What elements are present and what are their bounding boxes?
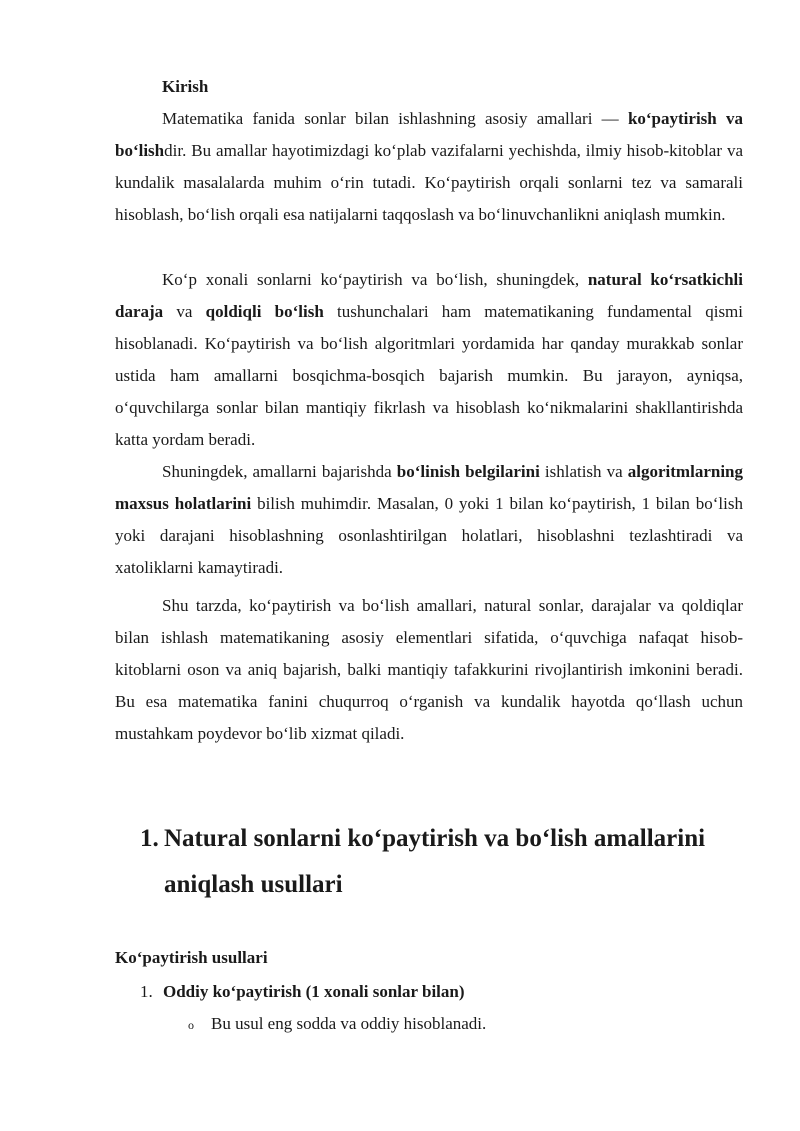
p1-text-2: dir. Bu amallar hayotimizdagi ko‘plab vazifalarni yechishda, ilmiy hisob-kitoblar va kundalik masalalarda muhim o‘rin tutadi. Ko‘paytirish orqali sonlarni tez va samarali hisoblash, bo‘lish orqali esa natijalarni taqqoslash va bo‘linuvchanlikni aniqlash mumkin. (115, 141, 743, 224)
p2-bold-1: natural ko‘rsatkichli daraja (115, 270, 743, 321)
intro-heading: Kirish (162, 77, 209, 96)
list-label: Oddiy ko‘paytirish (1 xonali sonlar bilan) (163, 982, 465, 1001)
section-title (140, 816, 760, 908)
p3-text-2: ishlatish va (539, 462, 628, 481)
intro-paragraph-2 (115, 264, 743, 456)
p3-text-1: Shuningdek, amallarni bajarishda (162, 462, 397, 481)
p3-text-3: bilish muhimdir. Masalan, 0 yoki 1 bilan ko‘paytirish, 1 bilan bo‘lish yoki darajani hisoblashning osonlashtirilgan holatlari, hisoblashni tezlashtiradi va xatoliklarni kamaytiradi. (115, 494, 743, 577)
section-title-text: Natural sonlarni ko‘paytirish va bo‘lish amallarini aniqlash usullari (164, 825, 706, 898)
intro-paragraph-4 (115, 590, 743, 750)
section-number: 1. (140, 825, 159, 852)
bullet-mark: o (188, 1018, 194, 1032)
intro-paragraph-1 (115, 103, 743, 231)
p1-bold-1: ko‘paytirish va bo‘lish (115, 109, 743, 160)
p4-text-1: Shu tarzda, ko‘paytirish va bo‘lish amallari, natural sonlar, darajalar va qoldiqlar bilan ishlash matematikaning asosiy elementlari sifatida, o‘quvchiga nafaqat hisob-kitoblarni oson va aniq bajarish, balki mantiqiy tafakkurini rivojlantirish imkonini beradi. Bu esa matematika fanini chuqurroq o‘rganish va kundalik hayotda qo‘llash uchun mustahkam poydevor bo‘lib xizmat qiladi. (115, 596, 743, 743)
bullet-text: Bu usul eng sodda va oddiy hisoblanadi. (211, 1014, 487, 1033)
p2-text-2: va (163, 302, 206, 321)
p2-text-3: tushunchalari ham matematikaning fundamental qismi hisoblanadi. Ko‘paytirish va bo‘lish algoritmlari yordamida har qanday murakkab sonlar ustida ham amallarni bosqichma-bosqich bajarish mumkin. Bu jarayon, ayniqsa, o‘quvchilarga sonlar bilan mantiqiy fikrlash va hisoblash ko‘nikmalarini shakllantirishda katta yordam beradi. (115, 302, 744, 449)
sub-heading: Ko‘paytirish usullari (115, 948, 268, 967)
p3-bold-1: bo‘linish belgilarini (396, 462, 540, 481)
p3-bold-2: algoritmlarning maxsus holatlarini (115, 462, 743, 513)
intro-paragraph-3 (115, 456, 743, 584)
p2-text-1: Ko‘p xonali sonlarni ko‘paytirish va bo‘lish, shuningdek, (162, 270, 588, 289)
p1-text-1: Matematika fanida sonlar bilan ishlashning asosiy amallari — (162, 109, 628, 128)
p2-bold-2: qoldiqli bo‘lish (205, 302, 324, 321)
list-item (140, 980, 465, 1004)
list-number: 1. (140, 982, 153, 1001)
bullet-item (188, 1012, 486, 1037)
